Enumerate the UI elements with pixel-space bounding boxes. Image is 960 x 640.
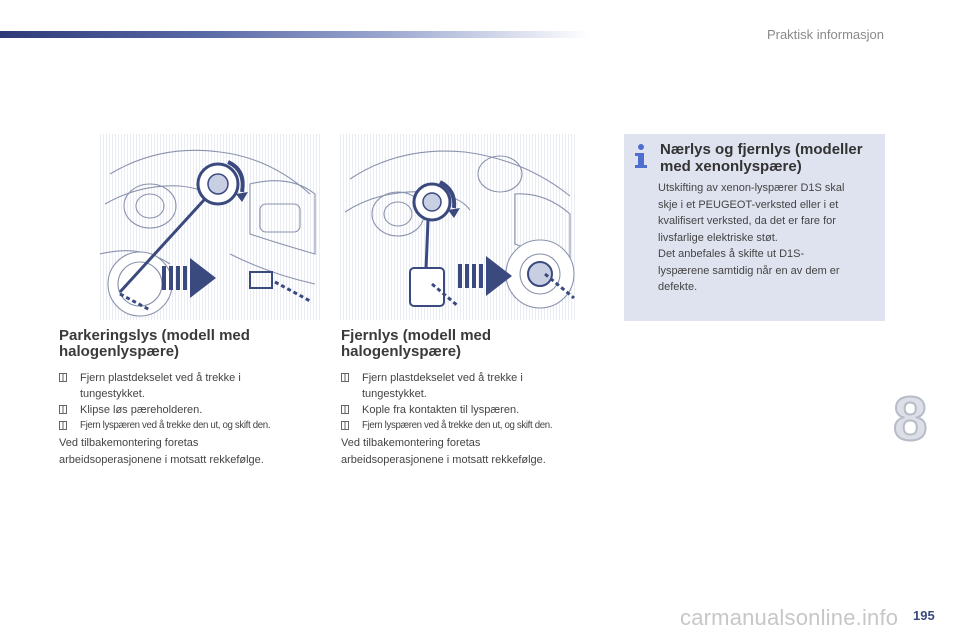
bullet-marker-icon <box>59 405 67 414</box>
watermark: carmanualsonline.info <box>680 605 899 630</box>
high-beam-steps-list <box>341 370 611 434</box>
list-item: Klipse løs pæreholderen. <box>59 402 329 418</box>
section-header-title: Praktisk informasjon <box>766 27 884 42</box>
high-beam-heading: Fjernlys (modell med halogenlyspære) <box>341 327 492 360</box>
list-item: Fjern plastdekselet ved å trekke i tungestykket. <box>341 370 611 402</box>
info-line: kvalifisert verksted, da det er fare for <box>658 215 836 227</box>
bullet-marker-icon <box>341 405 349 414</box>
info-line: Det anbefales å skifte ut D1S- <box>658 248 805 260</box>
info-icon <box>632 143 650 169</box>
list-item: Kople fra kontakten til lyspæren. <box>341 402 611 418</box>
list-item: Fjern lyspæren ved å trekke den ut, og skift den. <box>59 418 329 434</box>
header-accent-bar <box>0 31 590 38</box>
info-line: lyspærene samtidig når en av dem er <box>658 264 840 277</box>
info-line: defekte. <box>658 281 698 293</box>
reassembly-note: Ved tilbakemontering foretas arbeidsoperasjonene i motsatt rekkefølge. <box>59 437 264 466</box>
parking-light-section <box>59 328 329 469</box>
bullet-marker-icon <box>59 421 67 430</box>
page-number: 195 <box>913 608 935 623</box>
parking-light-heading: Parkeringslys (modell med halogenlyspære) <box>59 327 250 360</box>
bullet-marker-icon <box>59 373 67 382</box>
list-item: Fjern lyspæren ved å trekke den ut, og skift den. <box>341 418 611 434</box>
high-beam-illustration <box>340 134 576 320</box>
reassembly-note: Ved tilbakemontering foretas arbeidsoperasjonene i motsatt rekkefølge. <box>341 437 546 466</box>
info-line: Utskifting av xenon-lyspærer D1S skal <box>658 182 845 194</box>
chapter-number: 8 <box>893 385 928 454</box>
high-beam-section <box>341 328 611 469</box>
list-item: Fjern plastdekselet ved å trekke i tungestykket. <box>59 370 329 402</box>
info-box-title: Nærlys og fjernlys (modeller med xenonlyspære) <box>660 141 863 175</box>
bullet-marker-icon <box>341 373 349 382</box>
bullet-marker-icon <box>341 421 349 430</box>
parking-light-illustration <box>100 134 320 320</box>
xenon-info-box <box>624 134 885 321</box>
info-line: livsfarlige elektriske støt. <box>658 231 778 244</box>
parking-steps-list <box>59 370 329 434</box>
info-line: skje i et PEUGEOT-verksted eller i et <box>658 198 839 211</box>
info-box-body <box>658 180 878 296</box>
